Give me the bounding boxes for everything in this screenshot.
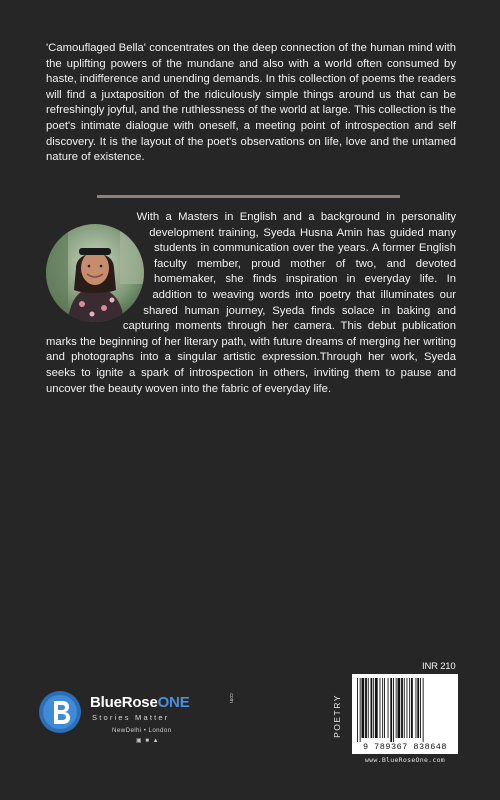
barcode-bar — [368, 678, 369, 738]
barcode-bar — [357, 678, 358, 742]
barcode-bar — [420, 678, 421, 738]
publisher-name: BlueRoseONE — [90, 694, 190, 711]
barcode-bar — [407, 678, 408, 738]
barcode-bar — [371, 678, 373, 738]
barcode-bar — [390, 678, 392, 742]
barcode-bar — [401, 678, 403, 738]
price-label: INR 210 — [422, 661, 456, 672]
twitter-icon: ▲ — [152, 738, 160, 744]
social-icons — [136, 737, 160, 744]
publisher-tagline: Stories Matter — [92, 713, 170, 722]
divider-rule — [97, 195, 400, 198]
barcode-bar — [382, 678, 383, 738]
barcode-bar — [375, 678, 378, 738]
barcode-bar — [384, 678, 385, 738]
barcode-bar — [388, 678, 389, 738]
barcode-bar — [380, 678, 381, 738]
barcode-bar — [396, 678, 397, 738]
book-blurb: 'Camouflaged Bella' concentrates on the deep connection of the human mind with the uplifting powers of the mundane and also with a world often consumed by haste, indifference and unending demands. In this collection of poems the readers will find a juxtaposition of the ridiculously simple things around us that can be refreshingly joyful, and the ruthlessness of the world at large. This collection is the poet's intimate dialogue with oneself, a meeting point of introspection and self discovery. It is the layout of the poet's observations on life, love and the untamed nature of existence. — [46, 42, 456, 164]
publisher-cities: NewDelhi • London — [112, 727, 172, 734]
barcode-bar — [404, 678, 405, 738]
author-bio: With a Masters in English and a background in personality development training, Syeda Husna Amin has guided many students in communication over the years. A former English faculty member, proud mother of two, and devoted homemaker, she finds inspiration in everyday life. In addition to weaving words into poetry that illuminates our shared human journey, Syeda finds solace in baking and capturing moments through her camera. This debut publication marks the beginning of her literary path, with future dreams of merging her writing and photographs into a singular artistic expression.Through her work, Syeda seeks to ignite a spark of introspection in others, inviting them to pause and uncover the beauty woven into the fabric of everyday life. — [46, 211, 456, 395]
barcode-bar — [423, 678, 424, 742]
barcode-bar — [417, 678, 419, 738]
barcode-bar — [362, 678, 365, 738]
barcode-bar — [409, 678, 410, 738]
publisher-domain-suffix: .com — [228, 692, 234, 703]
barcode-bar — [365, 678, 367, 738]
author-bio-section — [46, 210, 456, 397]
barcode-bar — [416, 678, 417, 738]
genre-label: POETRY — [332, 694, 343, 738]
barcode-bar — [373, 678, 374, 738]
isbn-number: 9 789367 838648 — [362, 742, 447, 752]
barcode-bar — [360, 678, 361, 742]
publisher-website: www.BlueRoseOne.com — [364, 756, 446, 764]
barcode-bar — [393, 678, 394, 742]
author-photo — [46, 224, 144, 322]
facebook-icon: ■ — [145, 738, 150, 744]
bluerose-logo-icon — [38, 690, 82, 734]
instagram-icon: ▣ — [136, 738, 143, 744]
barcode-bar — [411, 678, 413, 738]
barcode-bar — [398, 678, 401, 738]
